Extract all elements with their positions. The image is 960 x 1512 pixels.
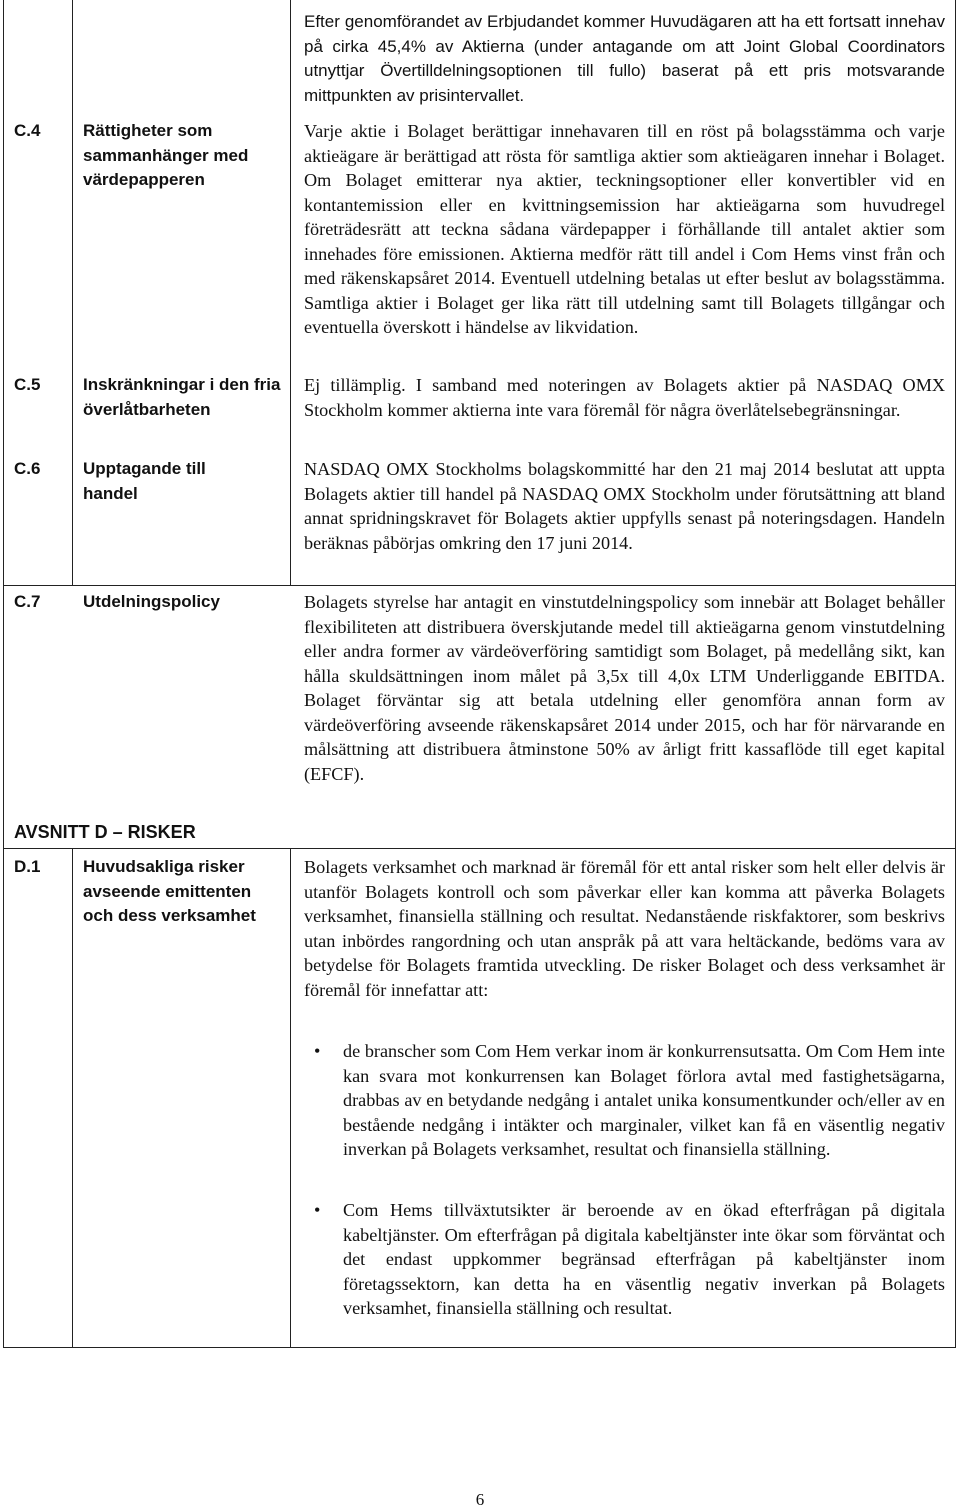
row-body-d1: Bolagets verksamhet och marknad är föremål för ett antal risker som helt eller delvis är utanför Bolagets kontroll och som påverkar eller kan komma att påverka Bolagets verksamhet, finansiella ställning och resultat. Nedanstående riskfaktorer, som beskrivs utan inbördes rangordning och utan anspråk på att vara heltäckande, bedöms vara av betydelse för Bolagets framtida utveckling. De risker Bolaget och dess verksamhet är föremål för innefattar att: bbox=[304, 857, 945, 1000]
page-number: 6 bbox=[475, 1490, 485, 1509]
row-number-c7: C.7 bbox=[14, 592, 41, 611]
row-heading-c4: Rättigheter som sammanhänger med värdepapperen bbox=[83, 121, 249, 189]
column-divider-heading-d bbox=[290, 848, 291, 1348]
row-divider-c7 bbox=[3, 585, 956, 586]
bullet-marker: • bbox=[314, 1041, 321, 1061]
row-heading-c6: Upptagande till handel bbox=[83, 459, 206, 503]
row-heading-d1: Huvudsakliga risker avseende emittenten och dess verksamhet bbox=[83, 857, 256, 925]
row-body-c5: Ej tillämplig. I samband med noteringen av Bolagets aktier på NASDAQ OMX Stockholm kommer aktierna inte vara föremål för några överlåtelsebegränsningar. bbox=[304, 375, 945, 420]
row-divider-d1 bbox=[3, 848, 956, 849]
column-divider-heading bbox=[290, 0, 291, 585]
risk-bullet-item: Com Hems tillväxtutsikter är beroende av en ökad efterfrågan på digitala kabeltjänster. Om efterfrågan på digitala kabeltjänster inte ökar som förväntat och det endast uppkommer begränsad efterfrågan på kabeltjänster inom företagssektorn, kan detta ha en väsentlig negativ inverkan på Bolagets verksamhet, finansiella ställning och resultat. bbox=[343, 1200, 945, 1318]
row-heading-c5: Inskränkningar i den fria överlåtbarheten bbox=[83, 375, 281, 419]
bullet-marker: • bbox=[314, 1200, 321, 1220]
column-divider-num-d bbox=[72, 848, 73, 1348]
column-divider-num bbox=[72, 0, 73, 585]
row-number-c4: C.4 bbox=[14, 121, 41, 140]
row-number-c6: C.6 bbox=[14, 459, 41, 478]
row-body-c4: Varje aktie i Bolaget berättigar innehavaren till en röst på bolagsstämma och varje aktieägare är berättigad att rösta för samtliga aktier som aktieägaren innehar i Bolaget. Om Bolaget emitterar nya aktier, teckningsoptioner eller konvertibler vid en kontantemission eller en kvittningsemission har aktieägarna som huvudregel företrädesrätt att teckna sådana värdepapper i förhållande till antalet aktier som innehades före emissionen. Aktierna medför rätt till andel i Com Hems vinst från och med räkenskapsåret 2014. Eventuell utdelning betalas ut efter beslut av bolagsstämma. Samtliga aktier i Bolaget ger lika rätt till utdelning samt till Bolagets tillgångar och eventuella överskott i händelse av likvidation. bbox=[304, 121, 945, 337]
section-title: AVSNITT D – RISKER bbox=[14, 822, 196, 842]
risk-bullet-item: de branscher som Com Hem verkar inom är konkurrensutsatta. Om Com Hem inte kan svara mot konkurrensen kan Bolaget förlora avtal med fastighetsägarna, drabbas av en betydande nedgång i antalet unika konsumentkunder och/eller av en bestående nedgång i intäkter och marginaler, vilket kan få en väsentlig negativ inverkan på Bolagets verksamhet, resultat och finansiella ställning. bbox=[343, 1041, 945, 1159]
row-body-c7: Bolagets styrelse har antagit en vinstutdelningspolicy som innebär att Bolaget behåller flexibiliteten att distribuera överskjutande medel till aktieägarna genom vinstutdelning eller andra former av värdeöverföring samtidigt som Bolaget, på medellång sikt, kan hålla skuldsättningen inom målet på 3,5x till 4,0x LTM Underliggande EBITDA. Bolaget förväntar sig att betala utdelning eller genomföra annan form av värdeöverföring avseende räkenskapsåret 2014 under 2015, och har för närvarande en målsättning att distribuera åtminstone 50% av årligt fritt kassaflöde till eget kapital (EFCF). bbox=[304, 592, 945, 784]
row-number-c5: C.5 bbox=[14, 375, 41, 394]
row-body-c6: NASDAQ OMX Stockholms bolagskommitté har den 21 maj 2014 beslutat att uppta Bolagets aktier till handel på NASDAQ OMX Stockholm under förutsättning att bland annat spridningskravet för Bolagets aktier uppfylls senast på noteringsdagen. Handeln beräknas påbörjas omkring den 17 juni 2014. bbox=[304, 459, 945, 553]
intro-paragraph: Efter genomförandet av Erbjudandet kommer Huvudägaren att ha ett fortsatt innehav på cirka 45,4% av Aktierna (under antagande om att Joint Global Coordinators utnyttjar Övertilldelningsoptionen till fullo) baserat på ett pris motsvarande mittpunkten av prisintervallet. bbox=[304, 12, 945, 105]
row-number-d1: D.1 bbox=[14, 857, 41, 876]
row-heading-c7: Utdelningspolicy bbox=[83, 592, 220, 611]
